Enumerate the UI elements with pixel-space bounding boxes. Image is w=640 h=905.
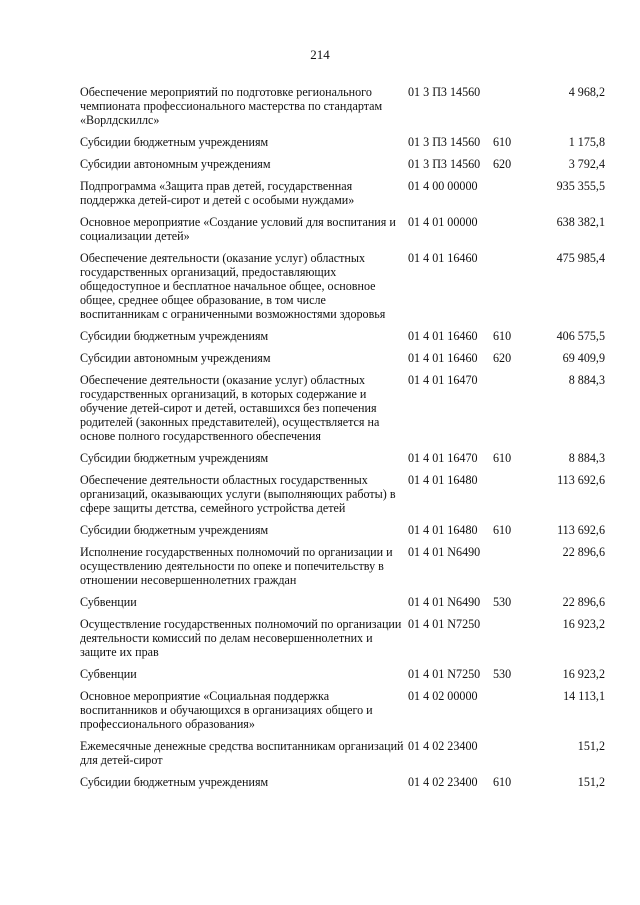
expense-type-code: 610: [493, 775, 512, 789]
target-article-code: 01 4 01 16480: [408, 473, 478, 487]
page-number: 214: [310, 47, 330, 62]
expense-type-code: 620: [493, 351, 512, 365]
item-name: Основное мероприятие «Создание условий для воспитания и социализации детей»: [80, 215, 396, 243]
table-row: [80, 215, 605, 243]
target-article-code: 01 4 01 N6490: [408, 545, 481, 559]
table-row: [80, 135, 605, 149]
target-article-code: 01 4 02 00000: [408, 689, 478, 703]
item-name: Обеспечение мероприятий по подготовке регионального чемпионата профессионального мастерства по стандартам «Ворлдскиллс»: [80, 85, 383, 127]
expense-type-code: 610: [493, 329, 512, 343]
amount: 69 409,9: [562, 351, 605, 365]
target-article-code: 01 3 П3 14560: [408, 135, 481, 149]
table-row: [80, 451, 605, 465]
amount: 113 692,6: [557, 473, 605, 487]
item-name: Субсидии бюджетным учреждениям: [80, 775, 269, 789]
expense-type-code: 620: [493, 157, 512, 171]
table-row: [80, 689, 605, 731]
item-name: Обеспечение деятельности областных государственных организаций, оказывающих услуги (выполняющих работы) в сфере защиты детства, семейного устройства детей: [80, 473, 396, 515]
item-name: Субсидии бюджетным учреждениям: [80, 523, 269, 537]
target-article-code: 01 4 01 N7250: [408, 667, 481, 681]
target-article-code: 01 4 01 N7250: [408, 617, 481, 631]
item-name: Основное мероприятие «Социальная поддержка воспитанников и обучающихся в организациях общего и профессионального образования»: [80, 689, 373, 731]
item-name: Исполнение государственных полномочий по организации и осуществлению деятельности по опеке и попечительству в отношении несовершеннолетних граждан: [80, 545, 393, 587]
item-name: Субсидии автономным учреждениям: [80, 351, 271, 365]
amount: 3 792,4: [568, 157, 605, 171]
amount: 14 113,1: [563, 689, 605, 703]
target-article-code: 01 4 01 16460: [408, 251, 478, 265]
expense-type-code: 610: [493, 451, 512, 465]
item-name: Субсидии автономным учреждениям: [80, 157, 271, 171]
amount: 16 923,2: [562, 617, 605, 631]
table-row: [80, 523, 605, 537]
item-name: Обеспечение деятельности (оказание услуг) областных государственных организаций, в которых содержание и обучение детей-сирот и детей, оставшихся без попечения родителей (законных представителей), осуществляется на основе полного государственного обеспечения: [80, 373, 380, 443]
target-article-code: 01 4 01 16460: [408, 351, 478, 365]
amount: 935 355,5: [556, 179, 605, 193]
table-row: [80, 157, 605, 171]
table-row: [80, 617, 605, 659]
amount: 4 968,2: [568, 85, 605, 99]
amount: 16 923,2: [562, 667, 605, 681]
target-article-code: 01 4 02 23400: [408, 775, 478, 789]
item-name: Ежемесячные денежные средства воспитанникам организаций для детей-сирот: [80, 739, 404, 767]
target-article-code: 01 4 01 16470: [408, 451, 478, 465]
table-row: [80, 775, 605, 789]
table-row: [80, 739, 605, 767]
table-row: [80, 251, 605, 321]
table-row: [80, 545, 605, 587]
target-article-code: 01 3 П3 14560: [408, 157, 481, 171]
amount: 475 985,4: [556, 251, 605, 265]
expense-type-code: 530: [493, 595, 512, 609]
amount: 113 692,6: [557, 523, 605, 537]
target-article-code: 01 4 01 N6490: [408, 595, 481, 609]
item-name: Субвенции: [80, 595, 137, 609]
table-row: [80, 351, 605, 365]
expense-type-code: 530: [493, 667, 512, 681]
amount: 22 896,6: [562, 545, 605, 559]
expense-type-code: 610: [493, 523, 512, 537]
target-article-code: 01 4 01 16460: [408, 329, 478, 343]
amount: 151,2: [577, 775, 605, 789]
amount: 22 896,6: [562, 595, 605, 609]
target-article-code: 01 4 00 00000: [408, 179, 478, 193]
target-article-code: 01 3 П3 14560: [408, 85, 481, 99]
item-name: Субсидии бюджетным учреждениям: [80, 329, 269, 343]
item-name: Подпрограмма «Защита прав детей, государственная поддержка детей-сирот и детей с особыми нуждами»: [80, 179, 355, 207]
amount: 8 884,3: [568, 451, 605, 465]
amount: 638 382,1: [556, 215, 605, 229]
item-name: Субсидии бюджетным учреждениям: [80, 135, 269, 149]
item-name: Субвенции: [80, 667, 137, 681]
table-row: [80, 179, 605, 207]
table-row: [80, 595, 605, 609]
expense-type-code: 610: [493, 135, 512, 149]
amount: 1 175,8: [568, 135, 605, 149]
target-article-code: 01 4 02 23400: [408, 739, 478, 753]
target-article-code: 01 4 01 00000: [408, 215, 478, 229]
budget-table: [80, 85, 605, 797]
table-row: [80, 85, 605, 127]
amount: 8 884,3: [568, 373, 605, 387]
item-name: Осуществление государственных полномочий по организации деятельности комиссий по делам несовершеннолетних и защите их прав: [80, 617, 402, 659]
table-row: [80, 473, 605, 515]
amount: 406 575,5: [556, 329, 605, 343]
table-row: [80, 329, 605, 343]
target-article-code: 01 4 01 16480: [408, 523, 478, 537]
item-name: Обеспечение деятельности (оказание услуг) областных государственных организаций, предоставляющих общедоступное и бесплатное начальное общее, основное общее, среднее общее образование, в том числе воспитанникам с ограниченными возможностями здоровья: [80, 251, 386, 321]
amount: 151,2: [577, 739, 605, 753]
table-row: [80, 373, 605, 443]
table-row: [80, 667, 605, 681]
target-article-code: 01 4 01 16470: [408, 373, 478, 387]
item-name: Субсидии бюджетным учреждениям: [80, 451, 269, 465]
